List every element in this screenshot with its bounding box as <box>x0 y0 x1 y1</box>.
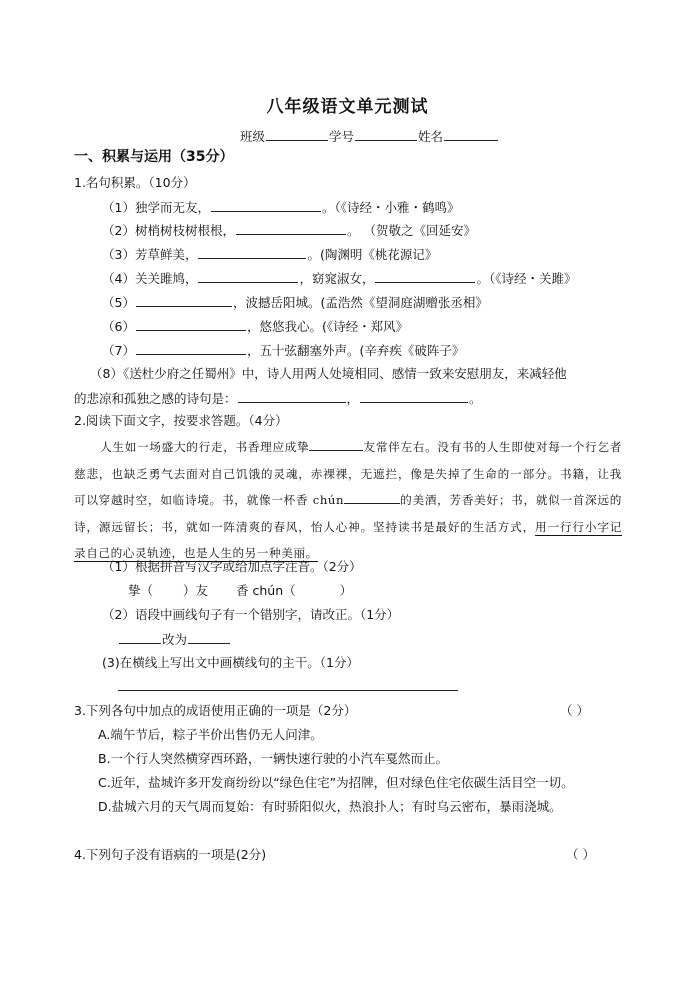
pinyin-blank[interactable] <box>309 438 363 451</box>
page-title: 八年级语文单元测试 <box>266 97 429 117</box>
q2-sub-1: （1）根据拼音写汉字或给加点字注音。（2分） <box>102 559 362 574</box>
answer-blank[interactable] <box>375 269 475 283</box>
student-info <box>240 127 499 146</box>
answer-blank[interactable] <box>119 630 161 644</box>
class-blank[interactable] <box>266 127 328 141</box>
q1-item-8-line1: （8）《送杜少府之任蜀州》中，诗人用两人处境相同、感情一致来安慰朋友，来减轻他 <box>90 366 567 381</box>
answer-bracket[interactable]: （ ） <box>566 847 595 862</box>
section-heading: 一、积累与运用（35分） <box>74 149 234 165</box>
q1-item-8-line2: 的悲凉和孤独之感的诗句是： ， 。 <box>74 391 482 406</box>
answer-blank[interactable] <box>136 341 246 355</box>
q3-option-d: D.盐城六月的天气周而复始：有时骄阳似火，热浪扑人；有时乌云密布，暴雨浇城。 <box>98 799 562 814</box>
q2-sub-2: （2）语段中画线句子有一个错别字，请改正。（1分） <box>102 607 400 622</box>
q3-option-a: A.端午节后，粽子半价出售仍无人问津。 <box>98 727 323 742</box>
q1-item-6: （6） ，悠悠我心。(《诗经・郑风》 <box>102 319 409 334</box>
answer-blank[interactable] <box>136 293 232 307</box>
name-blank[interactable] <box>444 127 498 141</box>
answer-blank[interactable] <box>238 389 346 403</box>
q2-sub-2-answer: 改为 <box>118 630 231 649</box>
answer-bracket[interactable]: （ ） <box>560 703 589 718</box>
answer-blank[interactable] <box>198 245 306 259</box>
answer-blank[interactable] <box>198 269 298 283</box>
reading-passage: 人生如一场盛大的行走，书香理应成挚 友常伴左右。没有书的人生即使对每一个行乞者慈悲，也缺乏勇气去面对自己饥饿的灵魂，赤裸裸，无遮拦，像是失掉了生命的一部分。书籍，让我可以穿越时空，如临诗境。书，就像一杯香 chún 的美酒，芳香美好；书，就似一首深远的诗，源远留长；书，就如一阵清爽的春风，怡人心神。坚持读书是最好的生活方式，用一行行小字记录自己的心灵轨迹，也是人生的另一种美丽。 <box>74 440 623 560</box>
question-1-heading: 1.名句积累。（10分） <box>74 175 196 190</box>
q3-option-c: C.近年，盐城许多开发商纷纷以“绿色住宅”为招牌，但对绿色住宅依碳生活目空一切。 <box>98 775 574 790</box>
class-label: 班级 <box>240 129 266 144</box>
q3-option-b: B.一个行人突然横穿西环路，一辆快速行驶的小汽车戛然而止。 <box>98 751 449 766</box>
answer-line[interactable] <box>118 690 458 691</box>
answer-blank[interactable] <box>188 630 230 644</box>
q1-item-7: （7） ，五十弦翻塞外声。(辛弃疾《破阵子》 <box>102 343 465 358</box>
answer-blank[interactable] <box>360 389 468 403</box>
number-label: 学号 <box>329 129 355 144</box>
number-blank[interactable] <box>355 127 417 141</box>
answer-blank[interactable] <box>136 317 246 331</box>
name-label: 姓名 <box>418 129 444 144</box>
q1-item-3: （3）芳草鲜美， 。(陶渊明《桃花源记》 <box>102 247 438 262</box>
question-3-heading: 3.下列各句中加点的成语使用正确的一项是（2分） <box>74 703 357 718</box>
q2-sub-1-answers: 挚（ ）友 香 chún（ ） <box>128 583 353 598</box>
underlined-sentence: 用一行行小字记录自己的心灵轨迹，也是人生的另一种美丽。 <box>74 519 623 560</box>
question-4-heading: 4.下列句子没有语病的一项是(2分) <box>74 847 267 862</box>
q1-item-2: （2）树梢树枝树根根， 。 （贺敬之《回延安》 <box>102 223 476 238</box>
q1-item-4: （4）关关雎鸠， ，窈窕淑女， 。（《诗经・关雎》 <box>102 271 577 286</box>
q1-item-5: （5） ，波撼岳阳城。(孟浩然《望洞庭湖赠张丞相》 <box>102 295 488 310</box>
answer-blank[interactable] <box>211 198 321 212</box>
q2-sub-3: (3)在横线上写出文中画横线句的主干。（1分） <box>102 655 359 670</box>
q1-item-1: （1）独学而无友， 。（《诗经・小雅・鹤鸣》 <box>102 200 460 215</box>
question-2-heading: 2.阅读下面文字，按要求答题。（4分） <box>74 413 288 428</box>
answer-blank[interactable] <box>236 221 346 235</box>
pinyin-blank[interactable] <box>344 491 400 504</box>
